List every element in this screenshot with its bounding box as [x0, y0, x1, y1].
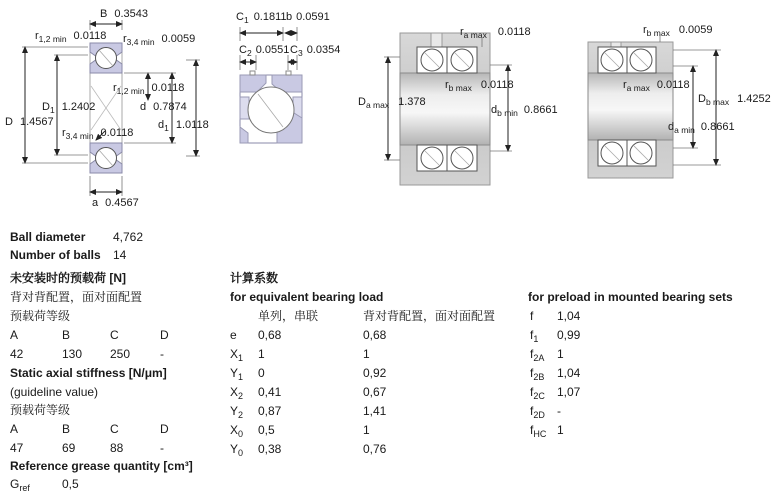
preload-header-row: A B C D [10, 328, 169, 342]
grease-row: $G_{ref}$ 0,5 [10, 477, 79, 493]
dim-ra-max-1: $r_{a max}$ 0.0118 [460, 26, 531, 40]
preload-class-label: 预载荷等级 [10, 309, 71, 323]
factor-row-f: f 1,04 [530, 309, 581, 323]
dim-B: B 0.3543 [100, 8, 148, 20]
factor-row-f2a: $f_{2A}$ 1 [530, 347, 564, 363]
preload-value-row: 42 130 250 - [10, 347, 164, 361]
calc-row-y2: $Y_2$ 0,87 1,41 [230, 404, 387, 420]
dim-rb-max-2: $r_{b max}$ 0.0059 [643, 24, 713, 38]
preload-title: 未安装时的预载荷 [N] [10, 271, 126, 285]
dim-C1: $C_1$ 0.1811 [236, 11, 287, 25]
dim-d: d 0.7874 [140, 101, 187, 113]
stiffness-class-label: 预载荷等级 [10, 403, 71, 417]
dim-r34-top: $r_{3,4 min}$ 0.0059 [123, 33, 196, 47]
factor-row-f2b: $f_{2B}$ 1,04 [530, 366, 581, 382]
dim-Db-max: $D_{b max}$ 1.4252 [698, 93, 771, 107]
factor-row-f2d: $f_{2D}$ - [530, 404, 561, 420]
dim-ra-max-2: $r_{a max}$ 0.0118 [623, 79, 690, 93]
dim-rb-max-1: $r_{b max}$ 0.0118 [445, 79, 514, 93]
stiffness-note: (guideline value) [10, 385, 99, 399]
dim-D: D 1.4567 [5, 116, 54, 128]
number-of-balls-row: Number of balls 14 [10, 248, 127, 262]
calc-row-y0: $Y_0$ 0,38 0,76 [230, 442, 387, 458]
factor-row-fhc: $f_{HC}$ 1 [530, 423, 564, 439]
calc-col2-header: 背对背配置，面对面配置 [363, 309, 496, 323]
dim-D1: $D_1$ 1.2402 [42, 101, 96, 115]
dim-Da-max: $D_{a max}$ 1.378 [358, 96, 426, 110]
preload-factors-title: for preload in mounted bearing sets [528, 290, 733, 304]
ball-diameter-row: Ball diameter 4,762 [10, 230, 144, 244]
dim-a: a 0.4567 [92, 197, 139, 209]
calc-row-x0: $X_0$ 0,5 1 [230, 423, 370, 439]
stiffness-value-row: 47 69 88 - [10, 441, 164, 455]
calc-row-y1: $Y_1$ 0 0,92 [230, 366, 387, 382]
ball-diameter-value: 4,762 [113, 230, 144, 244]
factor-row-f1: $f_1$ 0,99 [530, 328, 581, 344]
dim-r34-mid: $r_{3,4 min}$ 0.0118 [62, 127, 134, 141]
number-of-balls-value: 14 [113, 248, 127, 262]
calc-col1-header: 单列，串联 [258, 309, 319, 323]
dim-C3: $C_3$ 0.0354 [290, 44, 341, 58]
calc-row-x2: $X_2$ 0,41 0,67 [230, 385, 387, 401]
dim-da-min: $d_{a min}$ 0.8661 [668, 121, 735, 135]
dim-d1: $d_1$ 1.0118 [158, 119, 209, 133]
dim-r12-mid: $r_{1,2 min}$ 0.0118 [113, 82, 185, 96]
dim-db-min: $d_{b min}$ 0.8661 [491, 104, 558, 118]
stiffness-header-row: A B C D [10, 422, 169, 436]
stiffness-title: Static axial stiffness [N/μm] [10, 366, 167, 380]
dim-r12-top: $r_{1,2 min}$ 0.0118 [35, 30, 107, 44]
factor-row-f2c: $f_{2C}$ 1,07 [530, 385, 581, 401]
calc-row-x1: $X_1$ 1 1 [230, 347, 370, 363]
equiv-load-title: for equivalent bearing load [230, 290, 384, 304]
grease-value: 0,5 [62, 477, 79, 491]
dim-C2: $C_2$ 0.0551 [239, 44, 290, 58]
preload-subtitle: 背对背配置，面对面配置 [10, 290, 143, 304]
grease-title: Reference grease quantity [cm³] [10, 459, 193, 473]
calc-title: 计算系数 [230, 271, 279, 285]
calc-row-e: e 0,68 0,68 [230, 328, 387, 342]
dim-b: b 0.0591 [286, 11, 330, 23]
